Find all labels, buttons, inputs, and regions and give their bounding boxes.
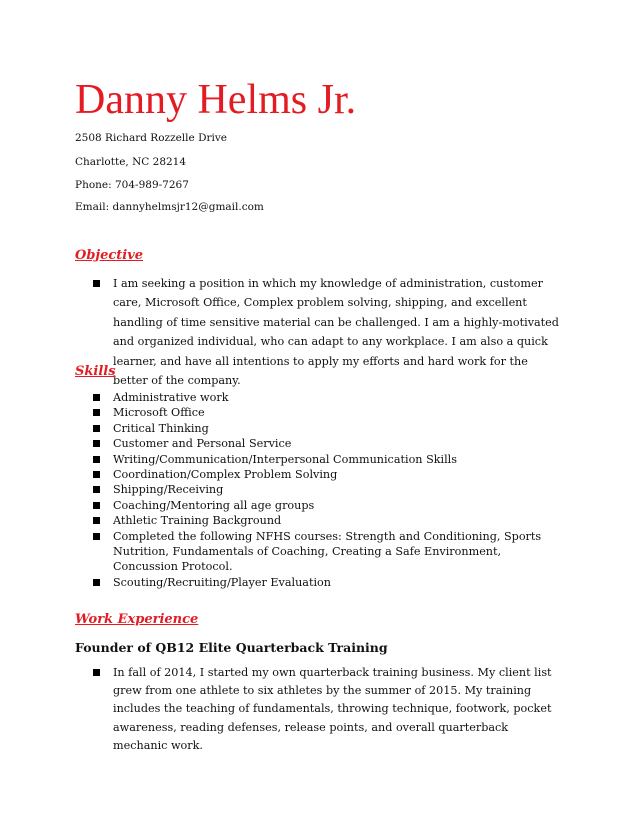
list-item: I am seeking a position in which my knowledge of administration, customer care, Microsoft Office, Complex problem solving, shipping, and excellent handling of time sensitive material can be challenged. I am a highly-motivated and organized individual, who can adapt to any workplace. I am also a quick learner, and have all intentions to apply my efforts and hard work for the better of the company. — [93, 274, 563, 390]
bullet-square-icon — [93, 471, 100, 478]
list-item: Completed the following NFHS courses: Strength and Conditioning, Sports Nutrition, Fundamentals of Coaching, Creating a Safe Environment, Concussion Protocol. — [93, 529, 563, 575]
bullet-square-icon — [93, 517, 100, 524]
skills-heading: Skills — [75, 364, 116, 379]
bullet-square-icon — [93, 669, 100, 676]
list-item: Critical Thinking — [93, 421, 563, 436]
candidate-name: Danny Helms Jr. — [75, 77, 357, 123]
bullet-square-icon — [93, 533, 100, 540]
contact-city: Charlotte, NC 28214 — [75, 156, 187, 168]
bullet-square-icon — [93, 280, 100, 287]
bullet-square-icon — [93, 486, 100, 493]
objective-list — [93, 274, 563, 390]
bullet-square-icon — [93, 502, 100, 509]
contact-email: Email: dannyhelmsjr12@gmail.com — [75, 201, 264, 213]
list-item: Customer and Personal Service — [93, 436, 563, 451]
bullet-square-icon — [93, 456, 100, 463]
list-item: In fall of 2014, I started my own quarterback training business. My client list grew from one athlete to six athletes by the summer of 2015. My training includes the teaching of fundamentals, throwing technique, footwork, pocket awareness, reading defenses, release points, and overall quarterback mechanic work. — [93, 664, 563, 755]
contact-address: 2508 Richard Rozzelle Drive — [75, 132, 228, 144]
experience-heading: Work Experience — [75, 612, 199, 627]
bullet-square-icon — [93, 409, 100, 416]
job-title: Founder of QB12 Elite Quarterback Training — [75, 640, 388, 655]
bullet-square-icon — [93, 394, 100, 401]
list-item: Administrative work — [93, 390, 563, 405]
skills-list — [93, 390, 563, 590]
list-item: Scouting/Recruiting/Player Evaluation — [93, 575, 563, 590]
list-item: Writing/Communication/Interpersonal Communication Skills — [93, 452, 563, 467]
list-item: Shipping/Receiving — [93, 482, 563, 497]
bullet-square-icon — [93, 425, 100, 432]
bullet-square-icon — [93, 440, 100, 447]
experience-list — [93, 664, 563, 755]
list-item: Coordination/Complex Problem Solving — [93, 467, 563, 482]
list-item: Coaching/Mentoring all age groups — [93, 498, 563, 513]
bullet-square-icon — [93, 579, 100, 586]
contact-phone: Phone: 704-989-7267 — [75, 179, 189, 191]
objective-heading: Objective — [75, 248, 144, 263]
list-item: Athletic Training Background — [93, 513, 563, 528]
list-item: Microsoft Office — [93, 405, 563, 420]
